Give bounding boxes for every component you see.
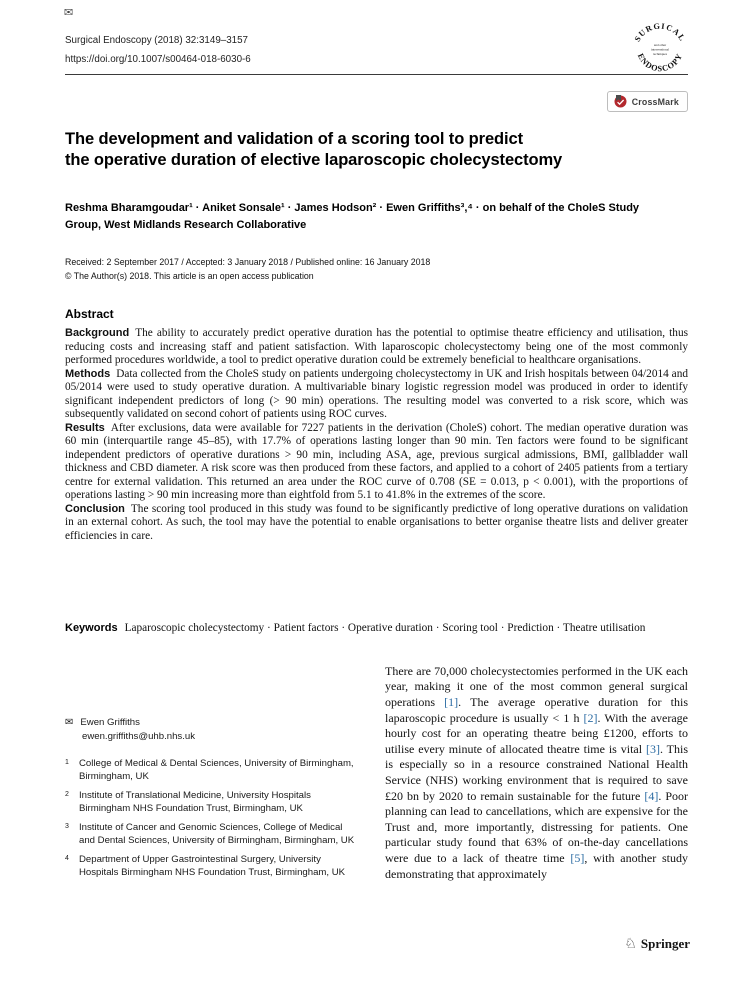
svg-text:techniques: techniques <box>653 51 667 56</box>
authors-line1: Reshma Bharamgoudar¹ · Aniket Sonsale¹ · James Hodson² · Ewen Griffiths³,⁴ · on behalf of the CholeS Study <box>65 202 640 215</box>
abstract-paragraph-background <box>65 327 688 368</box>
article-title-line2: the operative duration of elective laparoscopic cholecystectomy <box>65 151 563 170</box>
abstract-heading: Abstract <box>65 307 114 322</box>
svg-text:SURGICAL <box>633 21 687 43</box>
affiliation-item <box>65 853 355 879</box>
abstract-label: Conclusion <box>65 502 125 515</box>
abstract-label: Methods <box>65 367 111 380</box>
authors-line <box>65 200 688 234</box>
citation-link[interactable]: [5] <box>570 851 585 865</box>
abstract-paragraph-results <box>65 422 688 503</box>
footnotes-block <box>65 716 355 879</box>
citation-link[interactable]: [2] <box>583 710 598 725</box>
affiliation-number: 3 <box>65 822 69 830</box>
affiliations-list <box>65 757 355 879</box>
body-paragraph <box>385 664 688 882</box>
abstract-text: The scoring tool produced in this study was found to be significantly predictive of long operative durations on validation in an external cohort. As such, the tool may have the potential to enable organisations to better organise theatre lists and deliver greater efficiencies in care. <box>65 502 688 542</box>
body-text: . Poor planning can lead to cancellations, which are expensive for the Trust and, more importantly, distressing for patients. One particular study found that 63% of on-the-day cancellations were due to a lack of theatre time <box>385 788 689 865</box>
abstract-text: The ability to accurately predict operative duration has the potential to optimise theatre efficiency and utilisation, thus reducing costs and increasing staff and patient satisfaction. With laparoscopic cholecystectomy being one of the most commonly performed procedures worldwide, a tool to predict operative duration could be extremely beneficial to healthcare organisations. <box>65 327 688 367</box>
body-text: . This is especially so in a resource constrained National Health Service (NHS) working environment that is required to save £20 bn by 2020 to remain sustainable for the future <box>385 741 688 803</box>
svg-text:interventional: interventional <box>650 47 670 52</box>
publisher-name: Springer <box>640 936 690 951</box>
body-text: . The average operative duration for this laparoscopic procedure is usually < 1 h <box>385 695 688 725</box>
affiliation-item <box>65 757 355 783</box>
abstract-section <box>65 307 688 543</box>
correspondence-name: Ewen Griffiths <box>80 716 140 728</box>
affiliation-item <box>65 789 355 815</box>
journal-seal <box>631 20 689 78</box>
correspondence <box>65 716 355 729</box>
envelope-icon: ✉ <box>64 6 74 19</box>
authors-line2: Group, West Midlands Research Collaborative <box>65 219 307 232</box>
abstract-text: Data collected from the CholeS study on patients undergoing cholecystectomy in UK and Irish hospitals between 04/2014 and 05/2014 were used to study operative duration. A multivariable binary logistic regression model was produced in order to identify significant independent predictors of long (> 90 min) operations. The resulting model was converted to a risk score, which was subsequently validated on second cohort of patients using ROC curves. <box>65 367 688 421</box>
footnote-column <box>65 664 355 885</box>
keywords-text: Laparoscopic cholecystectomy · Patient factors · Operative duration · Scoring tool · Prediction · Theatre utilisation <box>124 622 646 635</box>
affiliation-text: College of Medical & Dental Sciences, University of Birmingham, Birmingham, UK <box>79 757 354 782</box>
keywords-label: Keywords <box>65 622 118 635</box>
correspondence-envelope-icon: ✉ <box>65 716 74 728</box>
abstract-paragraph-methods <box>65 368 688 422</box>
crossmark-badge[interactable] <box>607 91 688 112</box>
received-line: Received: 2 September 2017 / Accepted: 3 January 2018 / Published online: 16 January 2018 <box>65 257 431 268</box>
body-text: , with another study demonstrating that approximately <box>385 851 688 881</box>
springer-logo <box>624 936 690 952</box>
body-text: There are 70,000 cholecystectomies performed in the UK each year, making it one of the most common general surgical operations <box>385 663 688 710</box>
seal-bottom-text: ENDOSCOPY <box>635 51 685 74</box>
citation-link[interactable]: [4] <box>644 788 659 803</box>
article-title-line1: The development and validation of a scoring tool to predict <box>65 130 523 149</box>
body-column <box>385 664 688 885</box>
seal-top-text: SURGICAL <box>632 21 688 44</box>
header-divider <box>65 74 688 75</box>
abstract-paragraph-conclusion <box>65 503 688 544</box>
body-text: . With the average hourly cost for an operating theatre being £1200, efforts to utilise every minute of allocated theatre time is vital <box>385 710 688 756</box>
crossmark-icon <box>614 95 627 108</box>
seal-middle-text: and other <box>653 43 667 48</box>
doi-link[interactable]: https://doi.org/10.1007/s00464-018-6030-6 <box>65 53 251 65</box>
abstract-label: Background <box>65 327 130 340</box>
affiliation-text: Department of Upper Gastrointestinal Surgery, University Hospitals Birmingham NHS Foundation Trust, Birmingham, UK <box>79 853 346 878</box>
abstract-label: Results <box>65 421 105 434</box>
citation-link[interactable]: [1] <box>444 695 459 710</box>
article-meta <box>65 256 688 283</box>
affiliation-number: 1 <box>65 758 69 766</box>
affiliation-number: 4 <box>65 854 69 862</box>
correspondence-email-link[interactable]: ewen.griffiths@uhb.nhs.uk <box>82 730 196 742</box>
affiliation-text: Institute of Translational Medicine, University Hospitals Birmingham NHS Foundation Trust, Birmingham, UK <box>79 789 311 814</box>
crossmark-label: CrossMark <box>631 96 679 107</box>
affiliation-number: 2 <box>65 790 69 798</box>
affiliation-item <box>65 821 355 847</box>
keywords-line <box>65 621 688 636</box>
affiliation-text: Institute of Cancer and Genomic Sciences, College of Medical and Dental Sciences, University of Birmingham, Birmingham, UK <box>79 821 355 846</box>
two-column-area <box>65 664 688 885</box>
copyright-line: © The Author(s) 2018. This article is an open access publication <box>65 270 314 281</box>
citation-link[interactable]: [3] <box>645 741 660 756</box>
journal-reference: Surgical Endoscopy (2018) 32:3149–3157 <box>65 35 249 46</box>
article-title <box>65 129 688 171</box>
abstract-text: After exclusions, data were available for 7227 patients in the derivation (CholeS) cohort. The median operative duration was 60 min (interquartile range 45–85), with 17.7% of operations lasting longer than 90 min. Ten factors were found to be significant independent predictors of operative durations > 90 min, including ASA, age, previous surgical admissions, BMI, gallbladder wall thickness and CBD diameter. A risk score was then produced from these factors, and applied to a cohort of 2405 patients from a tertiary centre for external validation. This returned an area under the ROC curve of 0.708 (SE = 0.013, p < 0.001), with the proportions of operations lasting > 90 min increasing more than eightfold from 5.1 to 41.8% in the extremes of the score. <box>65 421 688 502</box>
springer-knight-icon: ♘ <box>624 936 637 952</box>
